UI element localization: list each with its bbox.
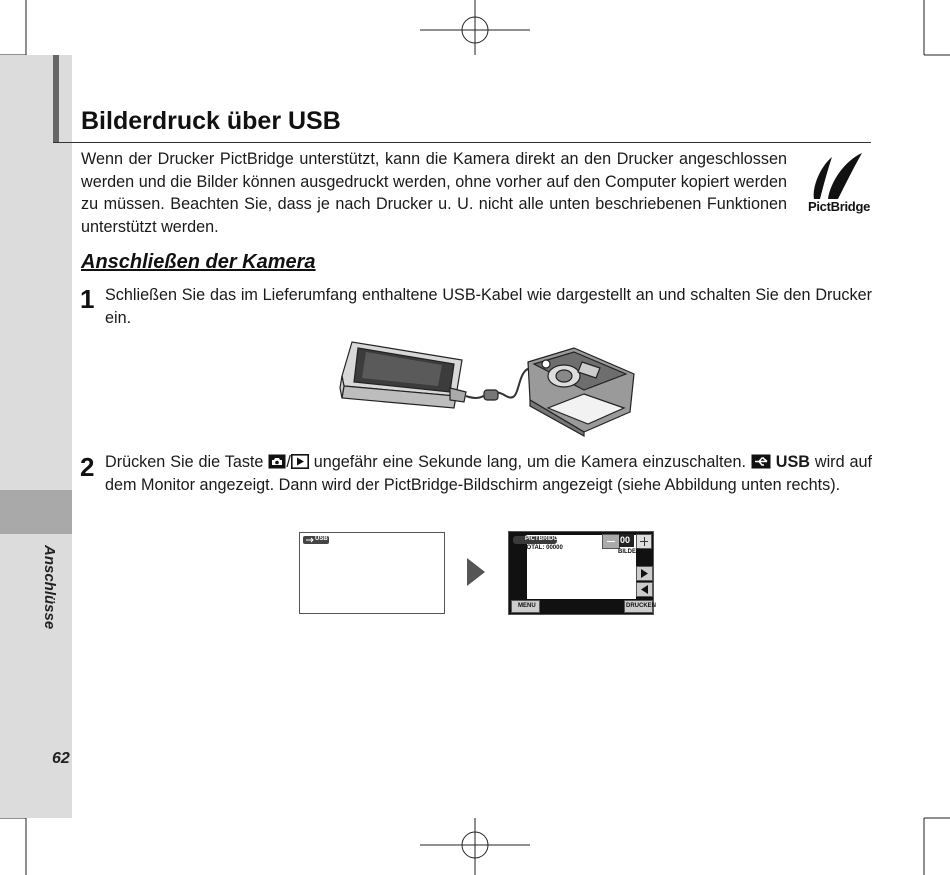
step-2-number: 2 [80, 452, 95, 482]
left-arrow-icon [640, 585, 649, 594]
step-1-number: 1 [80, 284, 95, 314]
usb-badge-label: USB [315, 536, 328, 542]
pictbridge-header [513, 536, 563, 544]
next-image-button[interactable] [636, 566, 653, 581]
arrow-right-icon [467, 558, 485, 586]
monitor-usb-screen [299, 532, 445, 614]
usb-small-icon [305, 537, 314, 543]
step-2-text-part1: Drücken Sie die Taste [105, 453, 269, 471]
print-count-label: BILDER [618, 549, 641, 555]
step-2-text-part2: ungefähr eine Sekunde lang, um die Kamera einzuschalten. [308, 453, 751, 471]
step-2-text [105, 451, 872, 496]
title-accent-bar [53, 55, 59, 143]
print-button[interactable] [624, 600, 656, 613]
step-1-text: Schließen Sie das im Lieferumfang enthaltene USB-Kabel wie dargestellt an und schalten Sie den Drucker ein. [105, 286, 872, 327]
sidebar-tab-marker [0, 490, 72, 534]
minus-button[interactable] [602, 534, 620, 549]
camera-printer-illustration [338, 338, 638, 438]
sidebar-section-label: Anschlüsse [41, 545, 58, 630]
step-2-text-part3: wird auf dem Monitor angezeigt. Dann wird der PictBridge-Bildschirm angezeigt (siehe Abbildung unten rechts). [105, 453, 872, 494]
page-number: 62 [52, 750, 70, 767]
print-button-label: DRUCKEN [626, 603, 656, 609]
print-count: 00 [620, 535, 631, 545]
sidebar-band [0, 55, 72, 818]
pictbridge-logo-text: PictBridge [808, 199, 871, 214]
plus-button[interactable] [636, 534, 652, 549]
monitor-pictbridge-screen [508, 531, 654, 615]
usb-badge [303, 536, 329, 544]
page-title: Bilderdruck über USB [81, 107, 341, 135]
title-divider [53, 142, 871, 143]
pictbridge-header-label: PICTBRIDGE [525, 536, 563, 542]
menu-button[interactable] [511, 600, 540, 613]
print-count-display [619, 534, 634, 547]
play-icon [291, 454, 309, 469]
right-arrow-icon [640, 569, 649, 578]
menu-button-label: MENU [518, 603, 536, 609]
camera-icon [268, 454, 286, 469]
usb-label: USB [775, 453, 810, 471]
intro-paragraph: Wenn der Drucker PictBridge unterstützt, kann die Kamera direkt an den Drucker angeschlossen werden und die Bilder können ausgedruckt werden, ohne vorher auf den Computer kopiert werden zu müssen. Beachten Sie, dass je nach Drucker u. U. nicht alle unten beschriebenen Funktionen unterstützt werden. [81, 150, 787, 236]
section-heading: Anschließen der Kamera [81, 251, 316, 273]
step-2-separator: / [286, 453, 291, 471]
usb-icon [751, 454, 771, 469]
pictbridge-total: TOTAL: 00000 [523, 545, 563, 551]
prev-image-button[interactable] [636, 582, 653, 597]
